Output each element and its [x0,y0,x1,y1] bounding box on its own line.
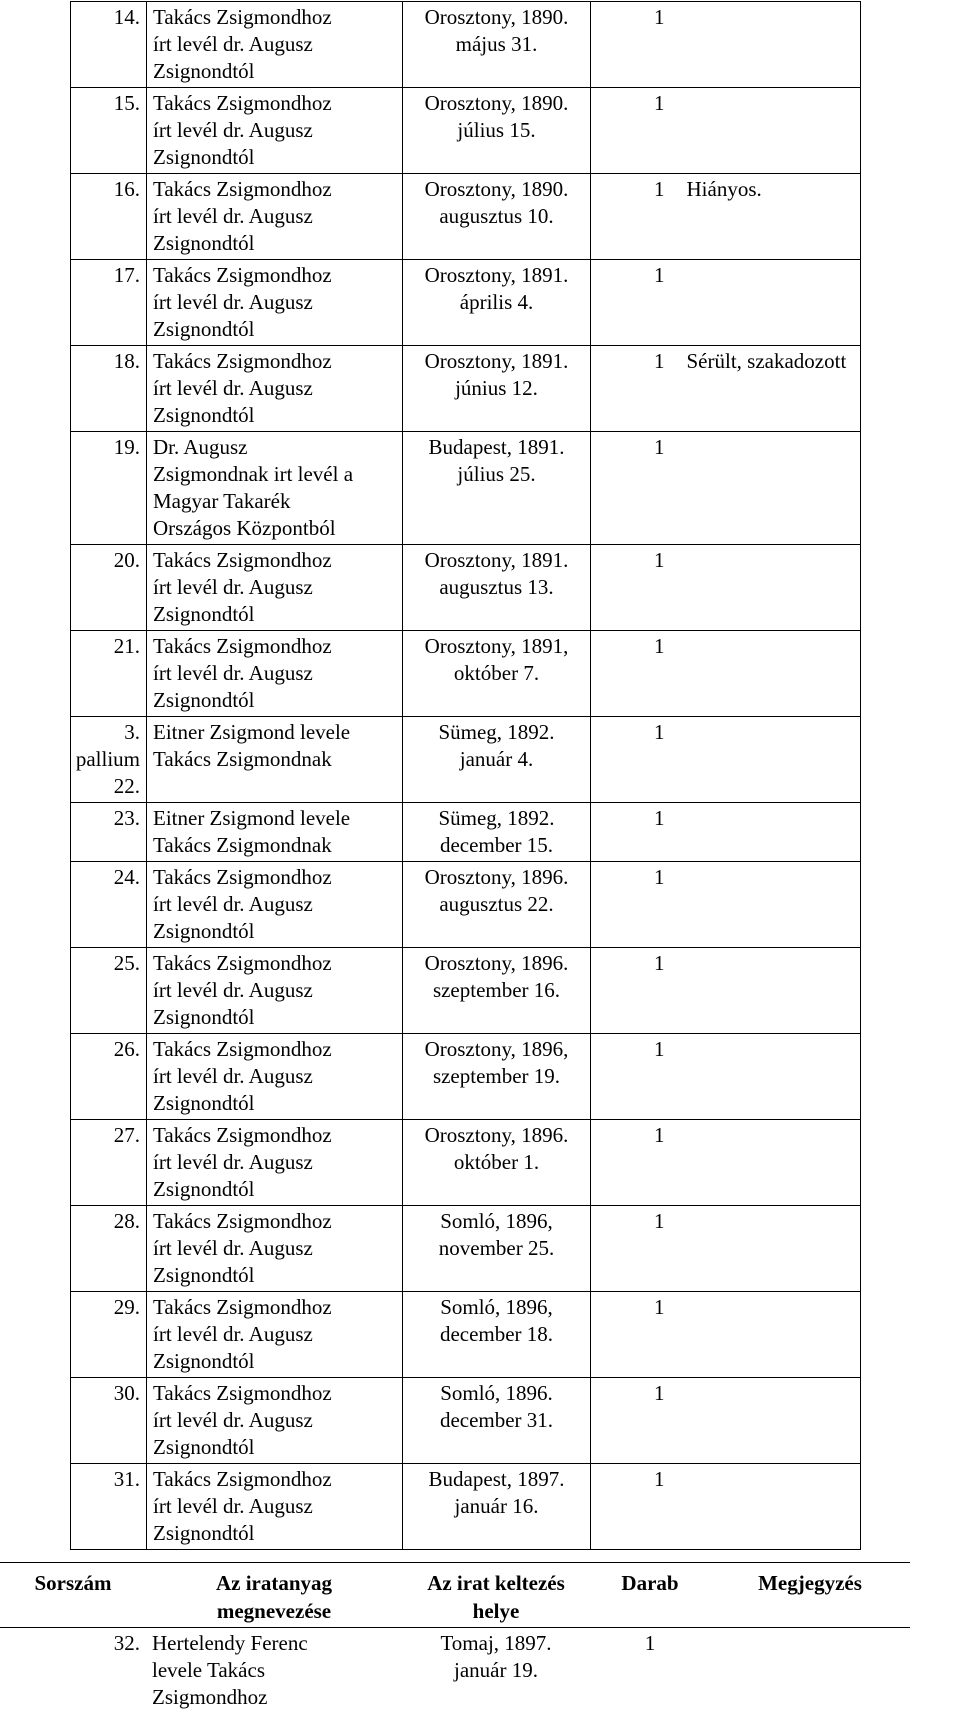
header-megnevezes: Az iratanyag megnevezése [146,1563,402,1628]
row-date-place: Somló, 1896. december 31. [403,1378,591,1464]
header-megjegyzes: Megjegyzés [710,1563,910,1628]
row-description: Takács Zsigmondhoz írt levél dr. Augusz Zsignondtól [147,88,403,174]
row-number: 19. [71,432,147,545]
row-note [677,1206,861,1292]
row-description: Takács Zsigmondhoz írt levél dr. Augusz Zsignondtól [147,1206,403,1292]
row-date-place: Budapest, 1891. július 25. [403,432,591,545]
row-number: 14. [71,2,147,88]
row-description: Takács Zsigmondhoz írt levél dr. Augusz Zsignondtól [147,1464,403,1550]
row-description: Eitner Zsigmond levele Takács Zsigmondnak [147,803,403,862]
table-row [71,862,861,948]
row-date-place: Orosztony, 1890. augusztus 10. [403,174,591,260]
row-description: Takács Zsigmondhoz írt levél dr. Augusz Zsignondtól [147,346,403,432]
row-description: Takács Zsigmondhoz írt levél dr. Augusz Zsignondtól [147,862,403,948]
row-note [677,260,861,346]
header-sorszam: Sorszám [0,1563,146,1628]
row-count: 1 [591,717,677,803]
table-row [71,88,861,174]
row-note [677,631,861,717]
row-number: 18. [71,346,147,432]
table-row [71,1378,861,1464]
row-count: 1 [591,1378,677,1464]
table-row [71,432,861,545]
row-number: 17. [71,260,147,346]
table-row [71,1464,861,1550]
table-row [71,948,861,1034]
row-number: 30. [71,1378,147,1464]
row-number: 24. [71,862,147,948]
row-count: 1 [591,174,677,260]
table-row [71,346,861,432]
table-row [71,1206,861,1292]
row-date-place: Orosztony, 1896. szeptember 16. [403,948,591,1034]
row-note [677,717,861,803]
inventory-continuation-table [0,1562,910,1713]
row-date-place: Orosztony, 1891. június 12. [403,346,591,432]
row-description: Takács Zsigmondhoz írt levél dr. Augusz Zsignondtól [147,631,403,717]
row-note [677,88,861,174]
archive-inventory-table [70,1,861,1550]
row-description: Dr. Augusz Zsigmondnak irt levél a Magyar Takarék Országos Központból [147,432,403,545]
row-number: 15. [71,88,147,174]
row-note: Hiányos. [677,174,861,260]
row-count: 1 [591,803,677,862]
row-count: 1 [591,948,677,1034]
table-row [0,1628,910,1714]
table-row [71,2,861,88]
row-number: 21. [71,631,147,717]
row-date-place: Budapest, 1897. január 16. [403,1464,591,1550]
row-count: 1 [591,862,677,948]
row-count: 1 [591,432,677,545]
row-number: 20. [71,545,147,631]
row-description: Takács Zsigmondhoz írt levél dr. Augusz Zsignondtól [147,2,403,88]
row-count: 1 [591,1292,677,1378]
table-row [71,717,861,803]
table-row [71,803,861,862]
row-date-place: Somló, 1896, december 18. [403,1292,591,1378]
row-count: 1 [591,1206,677,1292]
table-row [71,631,861,717]
inventory-table-body [71,2,861,1550]
row-count: 1 [591,88,677,174]
row-number: 27. [71,1120,147,1206]
row-date-place: Orosztony, 1896, szeptember 19. [403,1034,591,1120]
row-date-place: Orosztony, 1891. augusztus 13. [403,545,591,631]
row-count: 1 [591,631,677,717]
row-date-place: Orosztony, 1891. április 4. [403,260,591,346]
row-date-place: Tomaj, 1897. január 19. [402,1628,590,1714]
row-description: Hertelendy Ferenc levele Takács Zsigmondhoz [146,1628,402,1714]
row-number: 31. [71,1464,147,1550]
table-row [71,174,861,260]
row-note [710,1628,910,1714]
row-date-place: Orosztony, 1896. augusztus 22. [403,862,591,948]
row-number: 28. [71,1206,147,1292]
row-count: 1 [591,2,677,88]
row-number: 16. [71,174,147,260]
row-description: Takács Zsigmondhoz írt levél dr. Augusz Zsignondtól [147,1034,403,1120]
table-row [71,545,861,631]
row-note [677,1378,861,1464]
row-count: 1 [591,545,677,631]
header-darab: Darab [590,1563,710,1628]
row-number: 26. [71,1034,147,1120]
row-date-place: Somló, 1896, november 25. [403,1206,591,1292]
table-row [71,1120,861,1206]
row-number: 32. [0,1628,146,1714]
row-number: 29. [71,1292,147,1378]
table-row [71,1034,861,1120]
header-keltezes: Az irat keltezés helye [402,1563,590,1628]
row-count: 1 [591,1120,677,1206]
row-date-place: Sümeg, 1892. december 15. [403,803,591,862]
row-note [677,1120,861,1206]
table-row [71,260,861,346]
row-note [677,2,861,88]
row-note [677,1034,861,1120]
row-number: 3. pallium 22. [71,717,147,803]
row-note [677,948,861,1034]
row-number: 25. [71,948,147,1034]
row-note [677,432,861,545]
row-count: 1 [591,1034,677,1120]
row-date-place: Orosztony, 1890. július 15. [403,88,591,174]
row-date-place: Orosztony, 1890. május 31. [403,2,591,88]
row-count: 1 [591,1464,677,1550]
table-row [71,1292,861,1378]
row-date-place: Orosztony, 1891, október 7. [403,631,591,717]
row-number: 23. [71,803,147,862]
row-note [677,862,861,948]
row-count: 1 [590,1628,710,1714]
row-note [677,1464,861,1550]
row-description: Takács Zsigmondhoz írt levél dr. Augusz Zsignondtól [147,948,403,1034]
row-count: 1 [591,346,677,432]
row-note [677,803,861,862]
row-description: Takács Zsigmondhoz írt levél dr. Augusz Zsignondtól [147,174,403,260]
row-date-place: Orosztony, 1896. október 1. [403,1120,591,1206]
column-header-row [0,1563,910,1628]
row-description: Takács Zsigmondhoz írt levél dr. Augusz Zsignondtól [147,1292,403,1378]
row-date-place: Sümeg, 1892. január 4. [403,717,591,803]
row-note [677,545,861,631]
row-description: Takács Zsigmondhoz írt levél dr. Augusz Zsignondtól [147,260,403,346]
row-description: Eitner Zsigmond levele Takács Zsigmondnak [147,717,403,803]
row-description: Takács Zsigmondhoz írt levél dr. Augusz Zsignondtól [147,1120,403,1206]
row-note [677,1292,861,1378]
row-note: Sérült, szakadozott [677,346,861,432]
row-description: Takács Zsigmondhoz írt levél dr. Augusz Zsignondtól [147,1378,403,1464]
row-count: 1 [591,260,677,346]
row-description: Takács Zsigmondhoz írt levél dr. Augusz Zsignondtól [147,545,403,631]
